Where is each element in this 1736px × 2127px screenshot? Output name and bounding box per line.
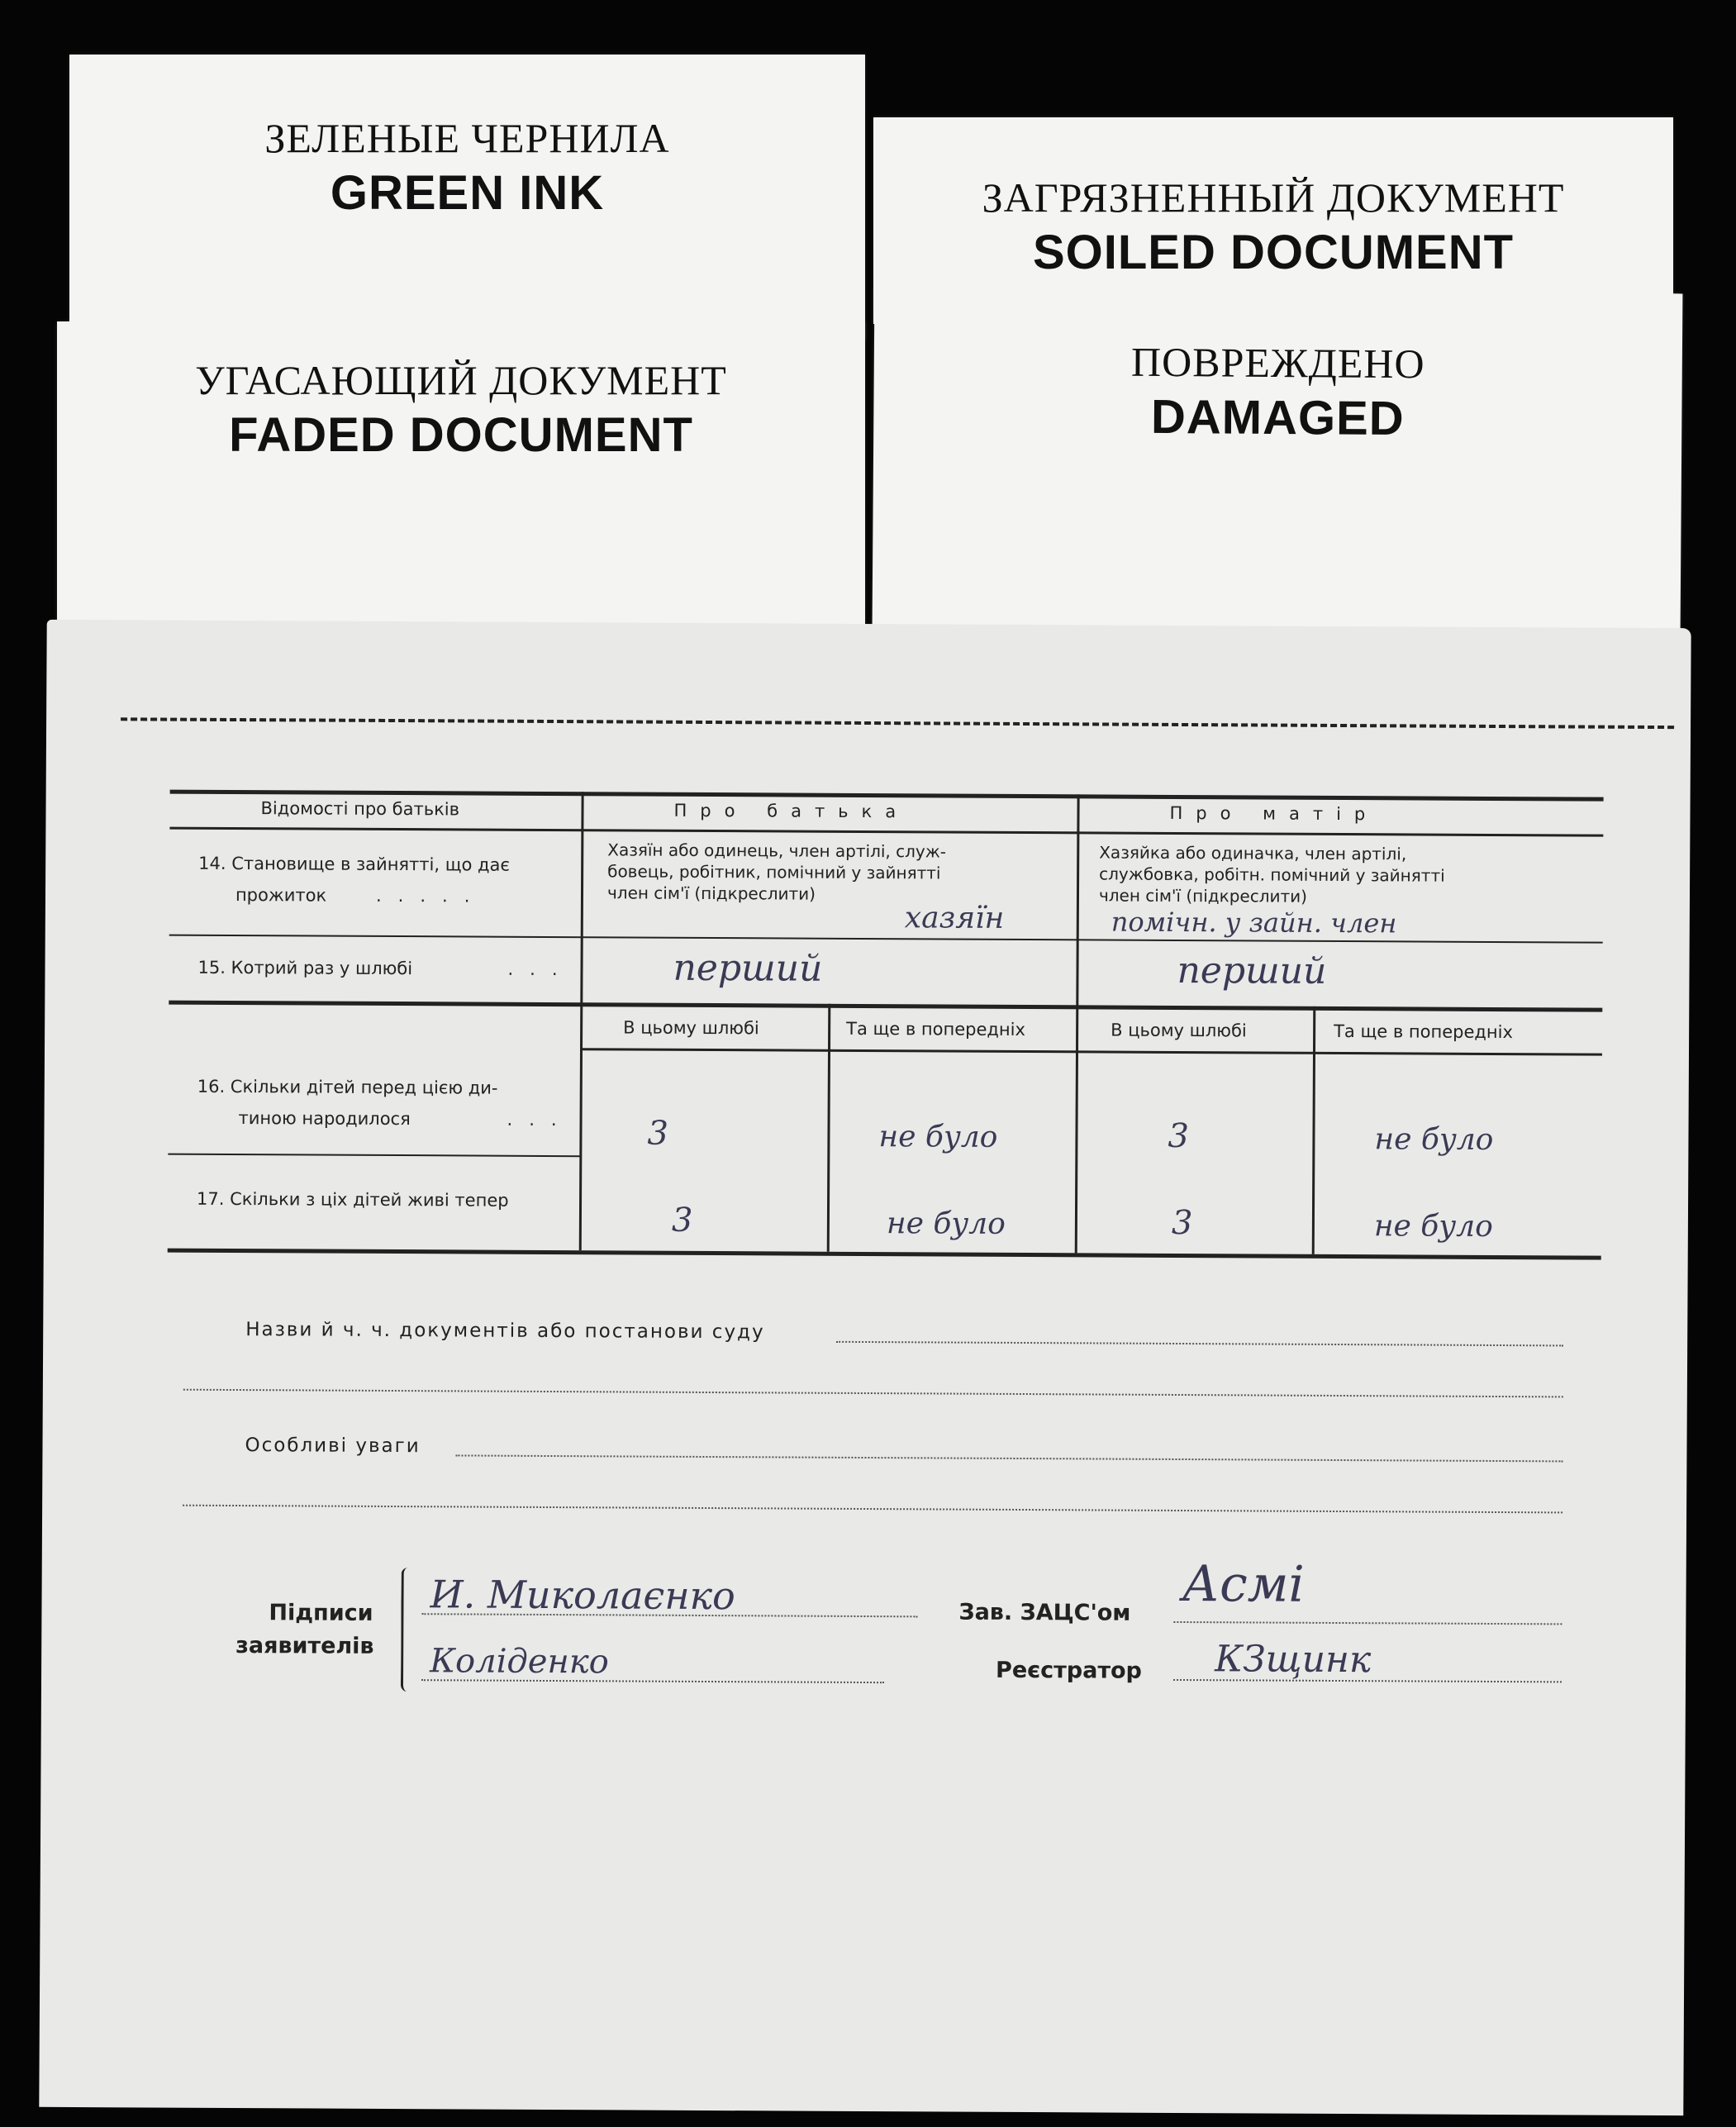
row15-divider <box>169 1001 1602 1012</box>
signatures-label-2: заявителів <box>235 1633 374 1659</box>
row16-mother-previous: не було <box>1374 1122 1494 1157</box>
label-card-damaged <box>873 288 1683 633</box>
option-line: Хазяїн або одинець, член артілі, служ- <box>607 840 947 862</box>
label-card-faded-document <box>57 321 865 635</box>
table-bottom-border <box>168 1249 1601 1260</box>
card-en-text: SOILED DOCUMENT <box>1032 226 1515 279</box>
row14-father-handwriting: хазяїн <box>904 901 1005 935</box>
row14-mother-options <box>1099 841 1445 907</box>
subheader-mother-previous: Та ще в попередніх <box>1334 1021 1513 1043</box>
row15-father-handwriting: перший <box>673 946 823 990</box>
applicant-signature-1: И. Миколаєнко <box>430 1572 735 1619</box>
row17-mother-this: 3 <box>1171 1203 1193 1243</box>
row15-mother-handwriting: перший <box>1177 949 1327 992</box>
option-line: член сім'ї (підкреслити) <box>1098 885 1308 906</box>
head-label: Зав. ЗАЦС'ом <box>958 1599 1131 1626</box>
head-signature: Асмі <box>1182 1555 1305 1614</box>
col-divider-1 <box>579 792 584 1250</box>
subheader-father-this: В цьому шлюбі <box>623 1017 759 1039</box>
col-divider-2 <box>1075 794 1080 1253</box>
card-ru-text: ЗАГРЯЗНЕННЫЙ ДОКУМЕНТ <box>982 174 1565 221</box>
header-father: Про батька <box>673 800 910 822</box>
label-card-green-ink <box>69 55 865 340</box>
subheader-mother-this: В цьому шлюбі <box>1111 1020 1247 1041</box>
applicant-signature-2: Коліденко <box>430 1642 609 1682</box>
row14-label-1: 14. Становище в зайнятті, що дає <box>198 853 511 875</box>
option-line: Хазяйка або одиначка, член артілі, <box>1099 842 1407 864</box>
row16-mother-this: 3 <box>1168 1116 1190 1156</box>
row17-label: 17. Скільки з ціх дітей живі тепер <box>196 1188 509 1211</box>
registrar-signature-line <box>1173 1679 1562 1682</box>
signatures-brace <box>401 1568 416 1692</box>
card-ru-text: ПОВРЕЖДЕНО <box>1130 338 1425 388</box>
card-ru-text: ЗЕЛЕНЫЕ ЧЕРНИЛА <box>264 115 670 161</box>
documents-dotted-line-2 <box>183 1389 1563 1398</box>
row16-label-1: 16. Скільки дітей перед цією ди- <box>197 1076 498 1098</box>
header-section: Відомості про батьків <box>260 798 460 820</box>
header-mother: Про матір <box>1169 802 1379 825</box>
col-divider-4 <box>1312 1006 1316 1254</box>
row17-mother-previous: не було <box>1373 1209 1493 1244</box>
card-ru-text: УГАСАЮЩИЙ ДОКУМЕНТ <box>195 357 727 403</box>
registration-form-sheet <box>39 620 1691 2115</box>
option-line: член сім'ї (підкреслити) <box>606 883 816 904</box>
header-divider <box>169 827 1603 837</box>
row14-mother-handwriting: помічн. у зайн. член <box>1111 906 1397 940</box>
subheader-divider <box>582 1048 1602 1055</box>
row14-label-2: прожиток <box>235 885 327 906</box>
row17-father-this: 3 <box>671 1201 693 1240</box>
documents-label: Назви й ч. ч. документів або постанови суду <box>245 1319 765 1344</box>
card-en-text: GREEN INK <box>330 166 605 220</box>
row16-father-previous: не було <box>878 1120 998 1154</box>
signatures-label-1: Підписи <box>269 1600 373 1626</box>
leader-dots: . . . <box>507 1109 557 1130</box>
card-en-text: DAMAGED <box>1150 389 1405 446</box>
notes-dotted-line <box>455 1454 1562 1462</box>
row14-father-options <box>607 839 946 905</box>
head-signature-line <box>1173 1621 1562 1625</box>
row16-father-this: 3 <box>647 1114 669 1153</box>
option-line: службовка, робітн. помічний у зайнятті <box>1099 864 1445 886</box>
card-en-text: FADED DOCUMENT <box>229 408 693 462</box>
registrar-signature: КЗщинк <box>1215 1638 1372 1682</box>
subheader-father-previous: Та ще в попередніх <box>846 1018 1026 1040</box>
row17-father-previous: не було <box>886 1206 1006 1241</box>
registrar-label: Реєстратор <box>996 1657 1143 1684</box>
notes-dotted-line-2 <box>183 1505 1562 1514</box>
col-divider-3 <box>827 1004 831 1252</box>
row16-label-2: тиною народилося <box>238 1108 411 1130</box>
row15-label: 15. Котрий раз у шлюбі <box>197 957 413 979</box>
row16-divider <box>168 1154 581 1158</box>
leader-dots: . . . <box>507 959 558 980</box>
leader-dots: . . . . . <box>375 885 470 906</box>
notes-label: Особливі уваги <box>245 1435 421 1458</box>
perforation-line <box>121 717 1674 729</box>
option-line: бовець, робітник, помічний у зайнятті <box>607 861 941 883</box>
signature-line-2 <box>421 1679 884 1683</box>
documents-dotted-line <box>836 1341 1563 1347</box>
